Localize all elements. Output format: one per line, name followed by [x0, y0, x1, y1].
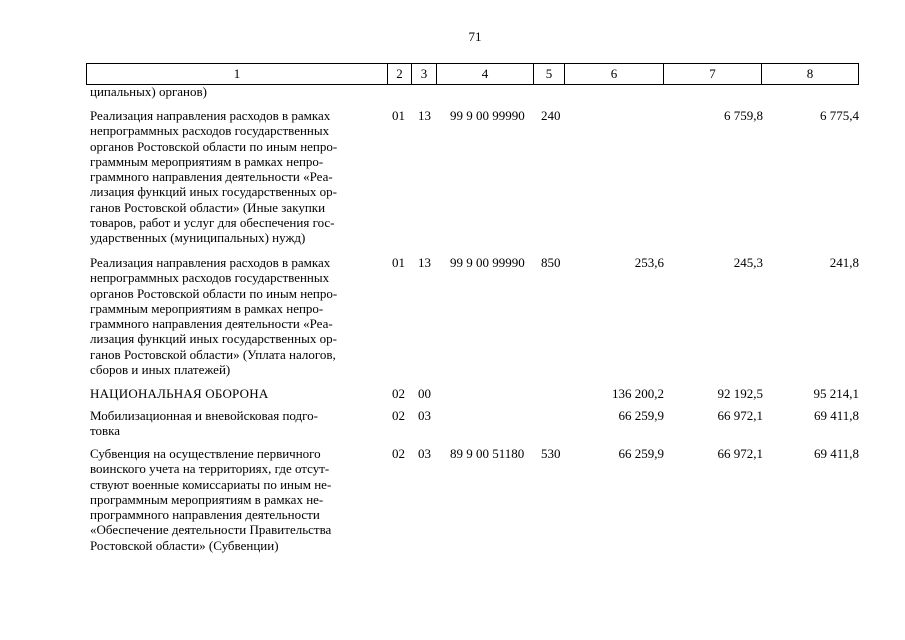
name-line: органов Ростовской области по иным непро- [90, 138, 338, 154]
name-line: «Обеспечение деятельности Правительства [90, 522, 332, 538]
cell-section: 01 [392, 108, 405, 123]
header-col-3: 3 [412, 64, 437, 85]
cell-subsection: 03 [418, 408, 431, 423]
row-name [90, 255, 381, 377]
name-line: Мобилизационная и вневойсковая подго- [90, 408, 318, 423]
name-line: воинского учета на территориях, где отсут- [90, 461, 330, 477]
name-line: Реализация направления расходов в рамках [90, 255, 331, 270]
cell-section: 02 [392, 386, 405, 401]
header-col-5: 5 [534, 64, 565, 85]
table-header [86, 63, 859, 85]
cell-amount-8: 241,8 [829, 255, 859, 270]
name-line: непрограммных расходов государственных [90, 123, 330, 139]
header-col-2: 2 [388, 64, 412, 85]
cell-expense-type: 240 [541, 108, 561, 123]
row-name [90, 386, 381, 401]
name-line: граммным мероприятиям в рамках непро- [90, 300, 324, 316]
name-line: органов Ростовской области по иным непро- [90, 285, 338, 301]
cell-amount-7: 6 759,8 [724, 108, 763, 123]
name-line: программным мероприятиям в рамках не- [90, 491, 324, 507]
name-line: ципальных) органов) [90, 84, 207, 99]
cell-amount-6: 66 259,9 [618, 408, 664, 423]
name-line: НАЦИОНАЛЬНАЯ ОБОРОНА [90, 386, 269, 401]
name-line: товка [90, 423, 121, 439]
cell-amount-8: 69 411,8 [813, 446, 859, 461]
page-number: 71 [468, 29, 482, 44]
header-col-4: 4 [437, 64, 534, 85]
name-line: граммного направления деятельности «Реа- [90, 316, 333, 332]
name-line: Ростовской области» (Субвенции) [90, 537, 279, 553]
cell-section: 02 [392, 446, 405, 461]
cell-section: 02 [392, 408, 405, 423]
header-col-7: 7 [664, 64, 762, 85]
name-line: товаров, работ и услуг для обеспечения гос- [90, 215, 335, 231]
cell-amount-7: 66 972,1 [717, 446, 763, 461]
cell-target-article: 89 9 00 51180 [450, 446, 525, 461]
cell-expense-type: 530 [541, 446, 561, 461]
cell-expense-type: 850 [541, 255, 561, 270]
cell-section: 01 [392, 255, 405, 270]
row-name [90, 408, 381, 439]
cell-amount-8: 95 214,1 [813, 386, 859, 401]
cell-target-article: 99 9 00 99990 [450, 108, 525, 123]
name-line: граммного направления деятельности «Реа- [90, 169, 333, 185]
name-line: ствуют военные комиссариаты по иным не- [90, 476, 332, 492]
cell-subsection: 13 [418, 108, 431, 123]
cell-amount-7: 66 972,1 [717, 408, 763, 423]
name-line: ганов Ростовской области» (Иные закупки [90, 199, 326, 215]
cell-subsection: 13 [418, 255, 431, 270]
cell-subsection: 03 [418, 446, 431, 461]
header-col-6: 6 [565, 64, 664, 85]
name-line: ударственных (муниципальных) нужд) [90, 230, 306, 246]
name-line: Реализация направления расходов в рамках [90, 108, 331, 123]
name-line: лизация функций иных государственных ор- [90, 331, 337, 347]
name-line: сборов и иных платежей) [90, 362, 231, 378]
name-line: ганов Ростовской области» (Уплата налогов, [90, 346, 336, 362]
name-line: лизация функций иных государственных ор- [90, 184, 337, 200]
cell-amount-8: 69 411,8 [813, 408, 859, 423]
name-line: непрограммных расходов государственных [90, 270, 330, 286]
name-line: граммным мероприятиям в рамках непро- [90, 153, 324, 169]
cell-amount-6: 253,6 [634, 255, 664, 270]
row-name [90, 446, 381, 553]
cell-amount-7: 92 192,5 [717, 386, 763, 401]
header-col-1: 1 [87, 64, 388, 85]
cell-amount-7: 245,3 [733, 255, 763, 270]
name-line: Субвенция на осуществление первичного [90, 446, 321, 461]
cell-amount-6: 66 259,9 [618, 446, 664, 461]
header-col-8: 8 [762, 64, 859, 85]
cell-amount-6: 136 200,2 [612, 386, 664, 401]
cell-target-article: 99 9 00 99990 [450, 255, 525, 270]
name-line: программного направления деятельности [90, 507, 320, 523]
cell-subsection: 00 [418, 386, 431, 401]
row-name [90, 108, 381, 246]
row-name [90, 84, 381, 99]
cell-amount-8: 6 775,4 [820, 108, 859, 123]
